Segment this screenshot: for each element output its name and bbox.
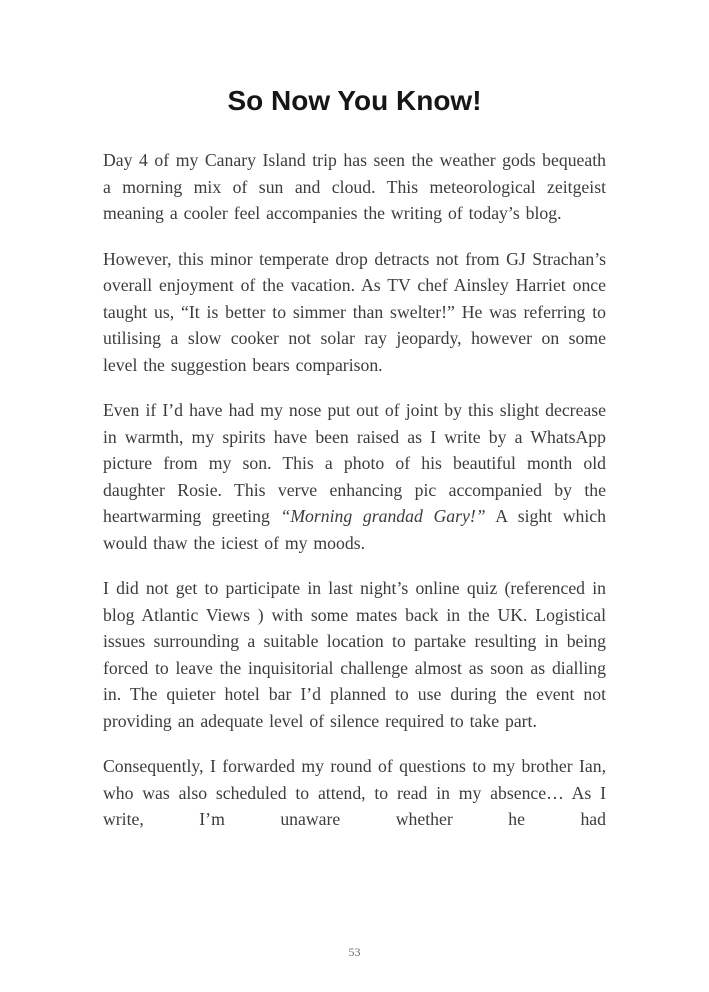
paragraph-3-segment-normal: Even if I’d have had my nose put out of joint by this slight decrease in warmth, my spirits have been raised as I write by a WhatsApp picture from my son. This a photo of his beautiful month old daughter Rosie. This verve enhancing pic accompanied by the heartwarming greeting [103,400,606,526]
page-title: So Now You Know! [227,85,482,116]
paragraph-4: I did not get to participate in last night’s online quiz (referenced in blog Atlantic Views ) with some mates back in the UK. Logistical issues surrounding a suitable location to partake resulting in being forced to leave the inquisitorial challenge almost as soon as dialling in. The quieter hotel bar I’d planned to use during the event not providing an adequate level of silence required to take part. [103,578,606,731]
paragraph-2: However, this minor temperate drop detracts not from GJ Strachan’s overall enjoyment of the vacation. As TV chef Ainsley Harriet once taught us, “It is better to simmer than swelter!” He was referring to utilising a slow cooker not solar ray jeopardy, however on some level the suggestion bears comparison. [103,248,606,375]
paragraph-3-italic-quote: “Morning grandad Gary!” [280,506,486,526]
paragraph-5: Consequently, I forwarded my round of questions to my brother Ian, who was also scheduled to attend, to read in my absence… As I write, I’m unaware whether he had [103,756,606,829]
paragraph-3-segment-normal: A sight which would thaw the iciest of my moods. [103,506,606,553]
paragraph-1: Day 4 of my Canary Island trip has seen the weather gods bequeath a morning mix of sun and cloud. This meteorological zeitgeist meaning a cooler feel accompanies the writing of today’s blog. [103,150,606,223]
page-number: 53 [348,945,361,959]
paragraph-3 [103,397,606,556]
document-body [103,147,606,833]
